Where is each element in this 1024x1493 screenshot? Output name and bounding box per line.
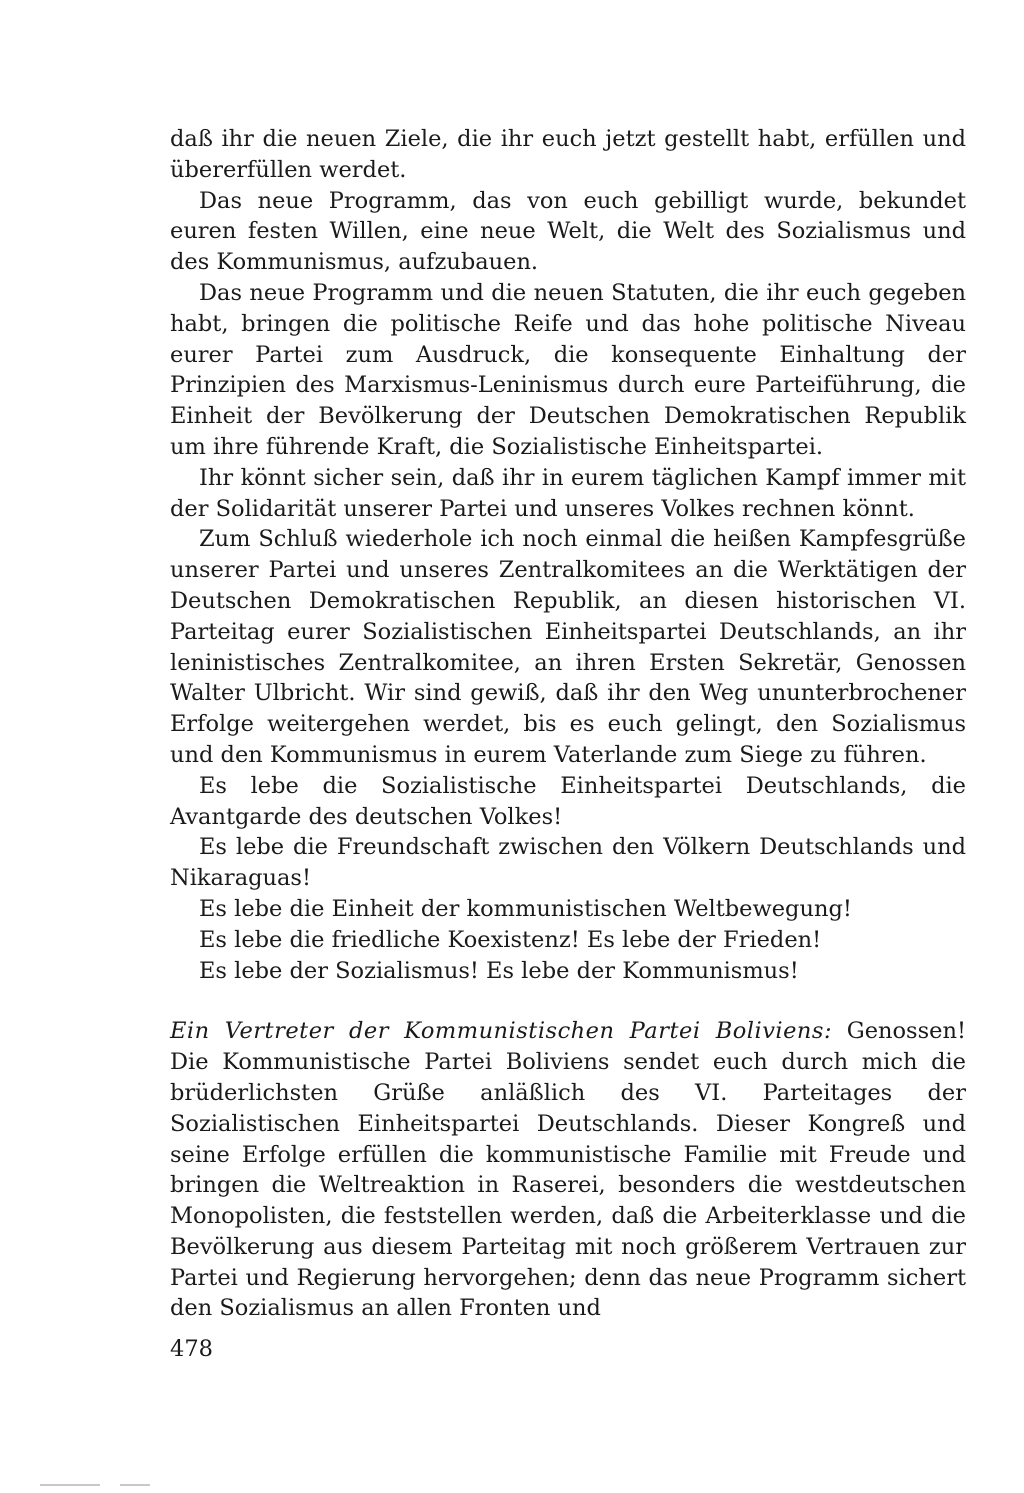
section-gap [170,986,966,1016]
paragraph-slogan-peace: Es lebe die friedliche Koexistenz! Es lebe der Frieden! [199,926,822,953]
scan-artifact [40,1484,100,1486]
paragraph-closing-greetings: Zum Schluß wiederhole ich noch einmal die heißen Kampfesgrüße unserer Partei und unseres Zentralkomitees an die Werktätigen der Deutschen Demokratischen Republik, an diesen historischen VI. Parteitag eurer Sozialistischen Einheitspartei Deutschlands, an ihr leninistisches Zentralkomitee, an ihren Ersten Sekretär, Genossen Walter Ulbricht. Wir sind gewiß, daß ihr den Weg ununterbrochener Erfolge weitergehen werdet, bis es euch gelingt, den Sozialismus und den Kommunismus in eurem Vaterlande zum Siege zu führen. [170,526,966,768]
speaker-label: Ein Vertreter der Kommunistischen Partei Boliviens: [170,1018,833,1045]
body-text [170,124,966,1324]
paragraph-slogan-socialism: Es lebe der Sozialismus! Es lebe der Kommunismus! [199,957,799,984]
paragraph-continuation: daß ihr die neuen Ziele, die ihr euch jetzt gestellt habt, erfüllen und übererfüllen werdet. [170,126,966,183]
paragraph-program: Das neue Programm, das von euch gebilligt wurde, bekundet euren festen Willen, eine neue Welt, die Welt des Sozialismus und des Kommunismus, aufzubauen. [170,187,966,276]
paragraph-slogan-friendship: Es lebe die Freundschaft zwischen den Völkern Deutschlands und Nikaraguas! [170,834,966,892]
page-number: 478 [170,1336,213,1362]
paragraph-slogan-sed: Es lebe die Sozialistische Einheitspartei Deutschlands, die Avantgarde des deutschen Volkes! [170,772,966,830]
speech-text: Genossen! Die Kommunistische Partei Boliviens sendet euch durch mich die brüderlichsten Grüße anläßlich des VI. Parteitages der Sozialistischen Einheitspartei Deutschlands. Dieser Kongreß und seine Erfolge erfüllen die kommunistische Familie mit Freude und bringen die Weltreaktion in Raserei, besonders die westdeutschen Monopolisten, die feststellen werden, daß die Arbeiterklasse und die Bevölkerung aus diesem Parteitag mit noch größerem Vertrauen zur Partei und Regierung hervorgehen; denn das neue Programm sichert den Sozialismus an allen Fronten und [170,1018,966,1322]
paragraph-solidarity: Ihr könnt sicher sein, daß ihr in eurem täglichen Kampf immer mit der Solidarität unserer Partei und unseres Volkes rechnen könnt. [170,464,966,522]
scan-artifact [120,1484,150,1486]
speech-paragraph [170,1016,966,1324]
paragraph-statutes: Das neue Programm und die neuen Statuten, die ihr euch gegeben habt, bringen die politische Reife und das hohe politische Niveau eurer Partei zum Ausdruck, die konsequente Einhaltung der Prinzipien des Marxismus-Leninismus durch eure Parteiführung, die Einheit der Bevölkerung der Deutschen Demokratischen Republik um ihre führende Kraft, die Sozialistische Einheitspartei. [170,279,966,460]
paragraph-slogan-unity: Es lebe die Einheit der kommunistischen Weltbewegung! [199,895,852,922]
